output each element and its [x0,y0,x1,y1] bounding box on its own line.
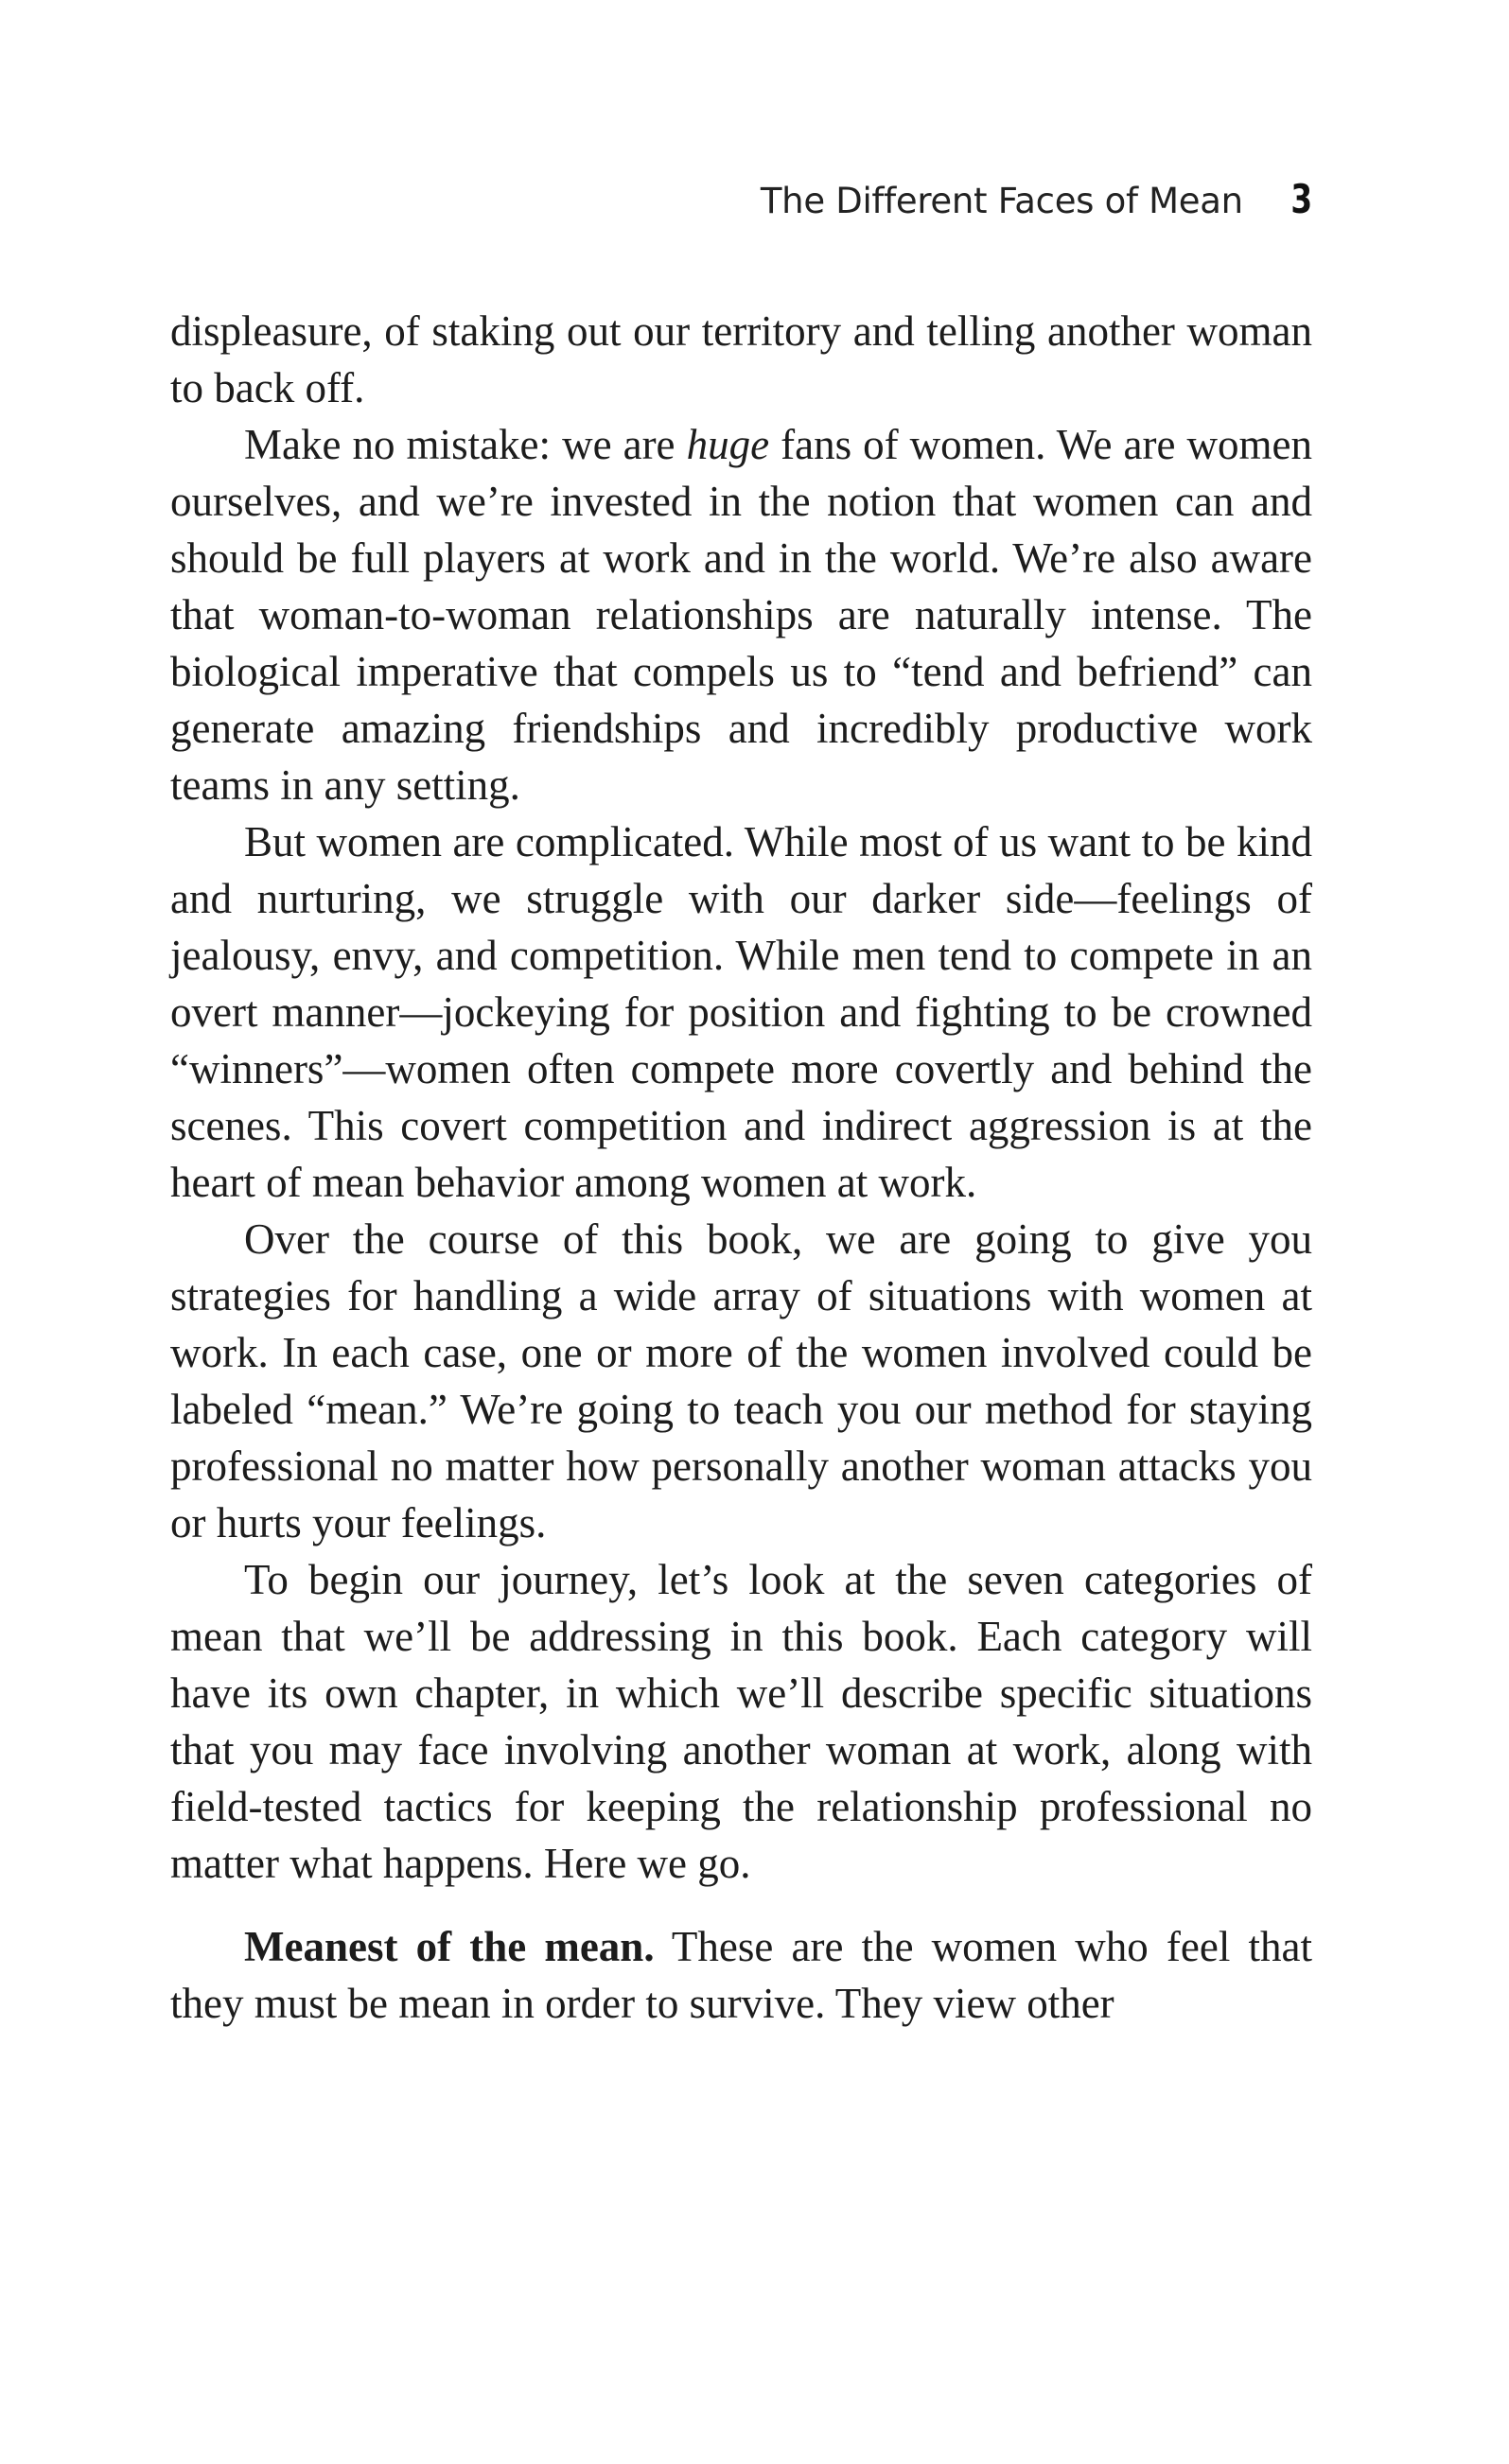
paragraph-text: Make no mistake: we are [244,421,687,468]
paragraph-seven-categories: To begin our journey, let’s look at the seven categories of mean that we’ll be addressing in this book. Each category will have its own chapter, in which we’ll describe specific situations that you may face involving another woman at work, along with field-tested tactics for keeping the relationship professional no matter what happens. Here we go. [170,1556,1312,1887]
running-header [170,176,1312,233]
paragraph-strategies: Over the course of this book, we are going to give you strategies for handling a wide array of situations with women at work. In each case, one or more of the women involved could be labeled “mean.” We’re going to teach you our method for staying professional no matter how personally another woman attacks you or hurts your feelings. [170,1215,1312,1547]
category-heading: Meanest of the mean. [244,1923,655,1970]
emphasis-huge: huge [686,421,770,468]
paragraph-huge-fans [170,416,1312,813]
paragraph-continuation: displeasure, of staking out our territory and telling another woman to back off. [170,307,1312,411]
paragraph-meanest-of-the-mean [170,1918,1312,2032]
paragraph-text: fans of women. We are women ourselves, and we’re invested in the notion that women can and should be full players at work and in the world. We’re also aware that woman-to-woman relationships are naturally intense. The biological imperative that compels us to “tend and befriend” can generate amazing friendships and incredibly productive work teams in any setting. [170,421,1312,809]
paragraph-complicated: But women are complicated. While most of us want to be kind and nurturing, we struggle with our darker side—feelings of jealousy, envy, and competition. While men tend to compete in an overt manner—jockeying for position and fighting to be crowned “winners”—women often compete more covertly and behind the scenes. This covert competition and indirect aggression is at the heart of mean behavior among women at work. [170,818,1312,1206]
page-number: 3 [1290,176,1312,222]
paragraph-text: These are the women who feel that they must be mean in order to survive. They view other [170,1923,1312,2027]
body-text [170,303,1312,2032]
running-title: The Different Faces of Mean [760,181,1243,221]
